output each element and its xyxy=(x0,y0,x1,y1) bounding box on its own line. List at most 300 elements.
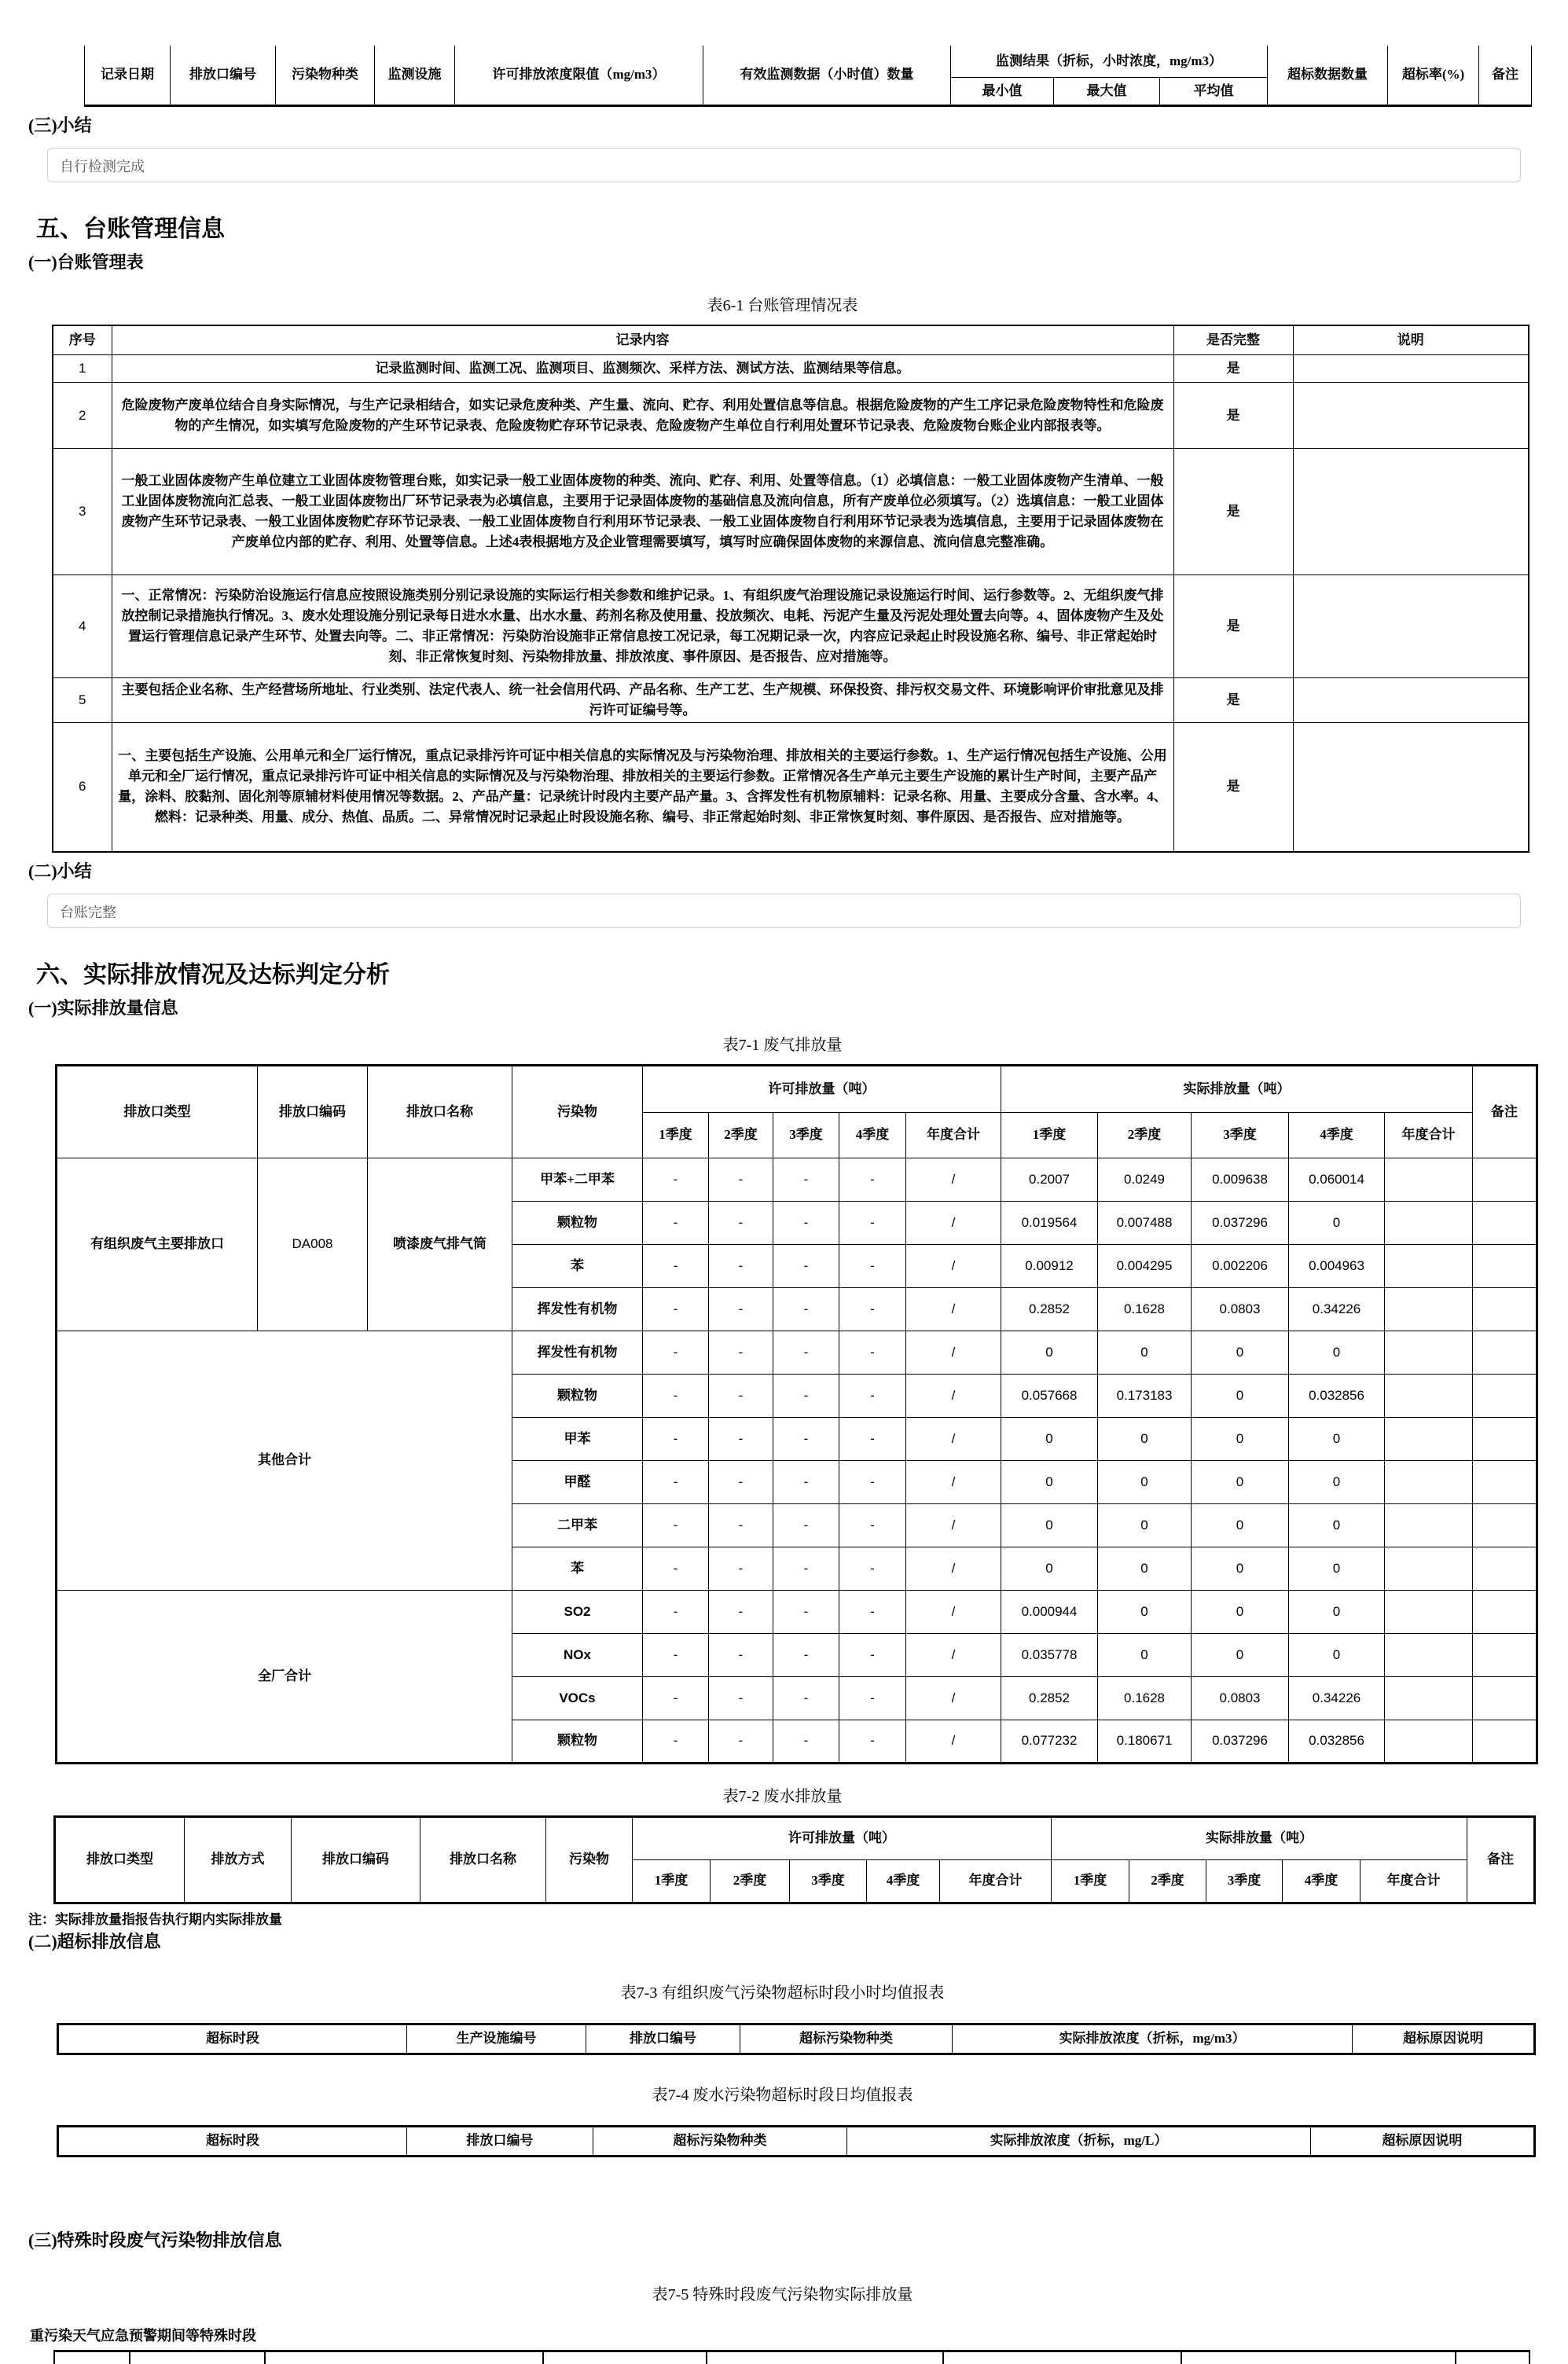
actual-year-cell xyxy=(1385,1503,1473,1547)
actual-q2-cell: 0 xyxy=(1098,1547,1192,1590)
col-header-q3: 3季度 xyxy=(773,1112,839,1158)
table-row xyxy=(53,355,1529,383)
permit-q2-cell: - xyxy=(709,1158,773,1201)
remark-cell xyxy=(1473,1244,1537,1287)
table-row xyxy=(57,1158,1537,1201)
col-header-actual-concentration: 实际排放浓度（折标，mg/L） xyxy=(847,2126,1311,2156)
table7-5-caption: 表7-5 特殊时段废气污染物实际排放量 xyxy=(652,2285,913,2303)
pollutant-cell: 苯 xyxy=(512,1547,643,1590)
actual-q3-cell: 0 xyxy=(1192,1331,1289,1374)
col-header-year-total: 年度合计 xyxy=(1385,1112,1473,1158)
remark-cell xyxy=(1473,1720,1537,1763)
seq-cell: 6 xyxy=(53,723,112,852)
actual-q1-cell: 0 xyxy=(1001,1460,1098,1503)
special-period-label: 重污染天气应急预警期间等特殊时段 xyxy=(30,2327,256,2344)
remark-cell xyxy=(1473,1158,1537,1201)
content-cell: 记录监测时间、监测工况、监测项目、监测频次、采样方法、测试方法、监测结果等信息。 xyxy=(112,355,1173,383)
col-header-remark: 备注 xyxy=(1467,1816,1535,1903)
special-period-table-stub xyxy=(53,2350,1530,2364)
outlet-type-cell: 其他合计 xyxy=(57,1331,512,1590)
permit-q4-cell: - xyxy=(839,1547,906,1590)
actual-q4-cell: 0 xyxy=(1289,1503,1385,1547)
summary3-textarea[interactable]: 自行检测完成 xyxy=(47,148,1521,182)
section5-summary-textarea[interactable]: 台账完整 xyxy=(47,894,1521,928)
stub-cell xyxy=(944,2352,1183,2364)
complete-cell: 是 xyxy=(1173,575,1293,678)
actual-q4-cell: 0.34226 xyxy=(1289,1287,1385,1331)
waste-water-emission-table xyxy=(53,1815,1536,1904)
actual-q4-cell: 0 xyxy=(1289,1417,1385,1460)
actual-q1-cell: 0.057668 xyxy=(1001,1374,1098,1417)
complete-cell: 是 xyxy=(1173,355,1293,383)
stub-cell xyxy=(544,2352,707,2364)
pollutant-cell: 二甲苯 xyxy=(512,1503,643,1547)
content-cell: 一般工业固体废物产生单位建立工业固体废物管理台账，如实记录一般工业固体废物的种类、流向、贮存、利用、处置等信息。（1）必填信息：一般工业固体废物产生清单、一般工业固体废物流向汇总表、一般工业固体废物出厂环节记录表为必填信息，主要用于记录固体废物的基础信息及流向信息，所有产废单位必须填写。（2）选填信息：一般工业固体废物产生环节记录表、一般工业固体废物贮存环节记录表、一般工业固体废物自行利用环节记录表、一般工业固体废物自行利用环节记录表为选填信息，主要用于记录固体废物在产废单位内部的贮存、利用、处置等信息。上述4表根据地方及企业管理需要填写，填写时应确保固体废物的来源信息、流向信息完整准确。 xyxy=(112,449,1173,575)
col-header-outlet-name: 排放口名称 xyxy=(368,1065,512,1158)
content-cell: 危险废物产废单位结合自身实际情况，与生产记录相结合，如实记录危废种类、产生量、流向、贮存、利用处置信息等信息。根据危险废物的产生工序记录危险废物特性和危险废物的产生情况，如实填写危险废物的产生环节记录表、危险废物贮存环节记录表、危险废物产生单位自行利用处置环节记录表、危险废物台账企业内部报表等。 xyxy=(112,383,1173,449)
permit-q2-cell: - xyxy=(709,1244,773,1287)
permit-q3-cell: - xyxy=(773,1417,839,1460)
actual-year-cell xyxy=(1385,1460,1473,1503)
actual-q3-cell: 0.002206 xyxy=(1192,1244,1289,1287)
actual-q2-cell: 0 xyxy=(1098,1417,1192,1460)
permit-q3-cell: - xyxy=(773,1287,839,1331)
stub-cell xyxy=(1182,2352,1456,2364)
stub-cell xyxy=(130,2352,266,2364)
actual-q4-cell: 0 xyxy=(1289,1201,1385,1244)
actual-q4-cell: 0 xyxy=(1289,1547,1385,1590)
table7-3-caption: 表7-3 有组织废气污染物超标时段小时均值报表 xyxy=(620,1984,945,2002)
col-header-exceed-pollutant: 超标污染物种类 xyxy=(593,2126,847,2156)
explain-cell xyxy=(1293,355,1529,383)
actual-q4-cell: 0.004963 xyxy=(1289,1244,1385,1287)
content-cell: 一、主要包括生产设施、公用单元和全厂运行情况，重点记录排污许可证中相关信息的实际情况及与污染物治理、排放相关的主要运行参数。1、生产运行情况包括生产设施、公用单元和全厂运行情况，重点记录排污许可证中相关信息的实际情况及与污染物治理、排放相关的主要运行参数。正常情况各生产单元主要生产设施的累计生产时间，主要产品产量，涂料、胶黏剂、固化剂等原辅材料使用情况等数据。2、产品产量：记录统计时段内主要产品产量。3、含挥发性有机物原辅料：记录名称、用量、主要成分含量、含水率。4、燃料：记录种类、用量、成分、热值、品质。二、异常情况时记录起止时段设施名称、编号、非正常起始时刻、非正常恢复时刻、事件原因、是否报告、应对措施等。 xyxy=(112,723,1173,852)
permit-q1-cell: - xyxy=(643,1374,709,1417)
remark-cell xyxy=(1473,1417,1537,1460)
permit-q3-cell: - xyxy=(773,1676,839,1720)
permit-q3-cell: - xyxy=(773,1633,839,1676)
permit-q2-cell: - xyxy=(709,1417,773,1460)
remark-cell xyxy=(1473,1374,1537,1417)
permit-q1-cell: - xyxy=(643,1590,709,1633)
permit-q4-cell: - xyxy=(839,1201,906,1244)
table7-1-caption: 表7-1 废气排放量 xyxy=(722,1036,843,1054)
col-header-permit-group: 许可排放量（吨） xyxy=(633,1816,1052,1859)
actual-q3-cell: 0 xyxy=(1192,1547,1289,1590)
permit-q3-cell: - xyxy=(773,1158,839,1201)
permit-q3-cell: - xyxy=(773,1590,839,1633)
section5-title: 五、台账管理信息 xyxy=(36,215,225,242)
permit-q2-cell: - xyxy=(709,1633,773,1676)
stub-cell xyxy=(266,2352,544,2364)
col-header-avg: 平均值 xyxy=(1160,77,1268,105)
actual-q1-cell: 0.2852 xyxy=(1001,1676,1098,1720)
permit-q3-cell: - xyxy=(773,1547,839,1590)
remark-cell xyxy=(1473,1633,1537,1676)
col-header-q4: 4季度 xyxy=(867,1859,940,1903)
actual-year-cell xyxy=(1385,1417,1473,1460)
col-header-q3: 3季度 xyxy=(790,1859,867,1903)
remark-cell xyxy=(1473,1460,1537,1503)
table6-1-caption: 表6-1 台账管理情况表 xyxy=(707,296,858,314)
remark-cell xyxy=(1473,1503,1537,1547)
permit-q1-cell: - xyxy=(643,1633,709,1676)
col-header-permit-group: 许可排放量（吨） xyxy=(643,1065,1001,1112)
permit-year-cell: / xyxy=(906,1676,1001,1720)
actual-q3-cell: 0.0803 xyxy=(1192,1676,1289,1720)
col-header-max: 最大值 xyxy=(1054,77,1160,105)
seq-cell: 5 xyxy=(53,678,112,723)
col-header-q2: 2季度 xyxy=(1129,1859,1206,1903)
permit-q2-cell: - xyxy=(709,1374,773,1417)
col-header-exceed-reason: 超标原因说明 xyxy=(1311,2126,1535,2156)
permit-year-cell: / xyxy=(906,1720,1001,1763)
permit-q2-cell: - xyxy=(709,1201,773,1244)
col-header-discharge-mode: 排放方式 xyxy=(185,1816,292,1903)
permit-year-cell: / xyxy=(906,1374,1001,1417)
col-header-complete: 是否完整 xyxy=(1173,325,1293,355)
pollutant-cell: 甲醛 xyxy=(512,1460,643,1503)
col-header-pollutant: 污染物 xyxy=(512,1065,643,1158)
actual-q2-cell: 0 xyxy=(1098,1633,1192,1676)
actual-q4-cell: 0.34226 xyxy=(1289,1676,1385,1720)
complete-cell: 是 xyxy=(1173,383,1293,449)
document-page xyxy=(0,46,1568,2364)
actual-q2-cell: 0.1628 xyxy=(1098,1676,1192,1720)
actual-q1-cell: 0.2852 xyxy=(1001,1287,1098,1331)
actual-q3-cell: 0 xyxy=(1192,1417,1289,1460)
col-header-exceed-rate: 超标率(%) xyxy=(1388,46,1479,105)
col-header-outlet-type: 排放口类型 xyxy=(57,1065,258,1158)
table-row xyxy=(57,1590,1537,1633)
complete-cell: 是 xyxy=(1173,678,1293,723)
permit-q2-cell: - xyxy=(709,1720,773,1763)
actual-year-cell xyxy=(1385,1720,1473,1763)
remark-cell xyxy=(1473,1331,1537,1374)
complete-cell: 是 xyxy=(1173,723,1293,852)
actual-q4-cell: 0.032856 xyxy=(1289,1720,1385,1763)
col-header-outlet-type: 排放口类型 xyxy=(55,1816,185,1903)
permit-year-cell: / xyxy=(906,1287,1001,1331)
actual-year-cell xyxy=(1385,1331,1473,1374)
remark-cell xyxy=(1473,1547,1537,1590)
permit-q1-cell: - xyxy=(643,1331,709,1374)
actual-q2-cell: 0 xyxy=(1098,1503,1192,1547)
actual-q1-cell: 0.00912 xyxy=(1001,1244,1098,1287)
permit-q2-cell: - xyxy=(709,1547,773,1590)
col-header-outlet-no: 排放口编号 xyxy=(407,2126,593,2156)
col-header-outlet-code: 排放口编码 xyxy=(258,1065,368,1158)
actual-q2-cell: 0 xyxy=(1098,1331,1192,1374)
section6-subtitle3: (三)特殊时段废气污染物排放信息 xyxy=(28,2230,282,2250)
col-header-exceed-pollutant: 超标污染物种类 xyxy=(740,2024,953,2054)
permit-year-cell: / xyxy=(906,1503,1001,1547)
table7-4-caption: 表7-4 废水污染物超标时段日均值报表 xyxy=(652,2086,913,2104)
table-row xyxy=(53,723,1529,852)
permit-q3-cell: - xyxy=(773,1460,839,1503)
permit-q3-cell: - xyxy=(773,1244,839,1287)
actual-q4-cell: 0.032856 xyxy=(1289,1374,1385,1417)
permit-q3-cell: - xyxy=(773,1331,839,1374)
pollutant-cell: 甲苯 xyxy=(512,1417,643,1460)
permit-q1-cell: - xyxy=(643,1720,709,1763)
water-exceedance-table xyxy=(57,2125,1536,2157)
col-header-actual-group: 实际排放量（吨） xyxy=(1052,1816,1467,1859)
col-header-year-total: 年度合计 xyxy=(1361,1859,1467,1903)
actual-q2-cell: 0.1628 xyxy=(1098,1287,1192,1331)
table-row xyxy=(53,383,1529,449)
pollutant-cell: 颗粒物 xyxy=(512,1374,643,1417)
permit-q1-cell: - xyxy=(643,1201,709,1244)
explain-cell xyxy=(1293,723,1529,852)
pollutant-cell: 甲苯+二甲苯 xyxy=(512,1158,643,1201)
col-header-pollutant-type: 污染物种类 xyxy=(276,46,375,105)
permit-q4-cell: - xyxy=(839,1720,906,1763)
col-header-q1: 1季度 xyxy=(1001,1112,1098,1158)
col-header-remark: 备注 xyxy=(1479,46,1532,105)
explain-cell xyxy=(1293,383,1529,449)
col-header-permit-limit: 许可排放浓度限值（mg/m3） xyxy=(455,46,703,105)
permit-q1-cell: - xyxy=(643,1547,709,1590)
permit-q2-cell: - xyxy=(709,1676,773,1720)
permit-q4-cell: - xyxy=(839,1417,906,1460)
explain-cell xyxy=(1293,575,1529,678)
col-header-q2: 2季度 xyxy=(709,1112,773,1158)
actual-q2-cell: 0.004295 xyxy=(1098,1244,1192,1287)
permit-q4-cell: - xyxy=(839,1158,906,1201)
permit-q4-cell: - xyxy=(839,1676,906,1720)
actual-q3-cell: 0.009638 xyxy=(1192,1158,1289,1201)
ledger-table xyxy=(52,325,1529,853)
pollutant-cell: 颗粒物 xyxy=(512,1201,643,1244)
col-header-q4: 4季度 xyxy=(839,1112,906,1158)
actual-q3-cell: 0.037296 xyxy=(1192,1201,1289,1244)
section6-subtitle2: (二)超标排放信息 xyxy=(28,1931,161,1951)
remark-cell xyxy=(1473,1201,1537,1244)
actual-q4-cell: 0 xyxy=(1289,1331,1385,1374)
permit-q3-cell: - xyxy=(773,1720,839,1763)
table-row xyxy=(53,678,1529,723)
actual-year-cell xyxy=(1385,1676,1473,1720)
col-header-exceed-period: 超标时段 xyxy=(58,2024,407,2054)
seq-cell: 2 xyxy=(53,383,112,449)
remark-cell xyxy=(1473,1287,1537,1331)
actual-year-cell xyxy=(1385,1547,1473,1590)
permit-year-cell: / xyxy=(906,1633,1001,1676)
actual-year-cell xyxy=(1385,1590,1473,1633)
permit-q4-cell: - xyxy=(839,1374,906,1417)
permit-q2-cell: - xyxy=(709,1331,773,1374)
section5-subtitle2: (二)小结 xyxy=(28,861,92,881)
pollutant-cell: 挥发性有机物 xyxy=(512,1331,643,1374)
col-header-pollutant: 污染物 xyxy=(546,1816,633,1903)
stub-cell xyxy=(707,2352,944,2364)
stub-cell xyxy=(55,2352,130,2364)
actual-q2-cell: 0.0249 xyxy=(1098,1158,1192,1201)
content-cell: 主要包括企业名称、生产经营场所地址、行业类别、法定代表人、统一社会信用代码、产品名称、生产工艺、生产规模、环保投资、排污权交易文件、环境影响评价审批意见及排污许可证编号等。 xyxy=(112,678,1173,723)
seq-cell: 3 xyxy=(53,449,112,575)
pollutant-cell: 挥发性有机物 xyxy=(512,1287,643,1331)
permit-q3-cell: - xyxy=(773,1374,839,1417)
outlet-code-cell: DA008 xyxy=(258,1158,368,1331)
col-header-exceed-reason: 超标原因说明 xyxy=(1353,2024,1535,2054)
actual-q3-cell: 0 xyxy=(1192,1460,1289,1503)
actual-q2-cell: 0 xyxy=(1098,1460,1192,1503)
stub-cell xyxy=(1456,2352,1530,2364)
actual-year-cell xyxy=(1385,1287,1473,1331)
outlet-type-cell: 有组织废气主要排放口 xyxy=(57,1158,258,1331)
permit-year-cell: / xyxy=(906,1331,1001,1374)
waste-gas-emission-table xyxy=(55,1064,1538,1764)
pollutant-cell: NOx xyxy=(512,1633,643,1676)
remark-cell xyxy=(1473,1590,1537,1633)
col-header-record-content: 记录内容 xyxy=(112,325,1173,355)
col-header-q1: 1季度 xyxy=(1052,1859,1129,1903)
actual-q1-cell: 0.000944 xyxy=(1001,1590,1098,1633)
pollutant-cell: 苯 xyxy=(512,1244,643,1287)
col-header-q4: 4季度 xyxy=(1283,1859,1361,1903)
permit-q1-cell: - xyxy=(643,1287,709,1331)
remark-cell xyxy=(1473,1676,1537,1720)
col-header-q3: 3季度 xyxy=(1206,1859,1283,1903)
col-header-q2: 2季度 xyxy=(711,1859,790,1903)
col-header-outlet-no: 排放口编号 xyxy=(171,46,276,105)
pollutant-cell: 颗粒物 xyxy=(512,1720,643,1763)
permit-year-cell: / xyxy=(906,1201,1001,1244)
col-header-facility-no: 生产设施编号 xyxy=(407,2024,586,2054)
actual-q3-cell: 0 xyxy=(1192,1503,1289,1547)
actual-q2-cell: 0.007488 xyxy=(1098,1201,1192,1244)
actual-q1-cell: 0 xyxy=(1001,1331,1098,1374)
col-header-monitor-facility: 监测设施 xyxy=(375,46,455,105)
col-header-outlet-no: 排放口编号 xyxy=(586,2024,740,2054)
permit-q3-cell: - xyxy=(773,1201,839,1244)
permit-q2-cell: - xyxy=(709,1287,773,1331)
actual-q3-cell: 0 xyxy=(1192,1590,1289,1633)
permit-year-cell: / xyxy=(906,1417,1001,1460)
pollutant-cell: SO2 xyxy=(512,1590,643,1633)
outlet-type-cell: 全厂合计 xyxy=(57,1590,512,1763)
actual-year-cell xyxy=(1385,1244,1473,1287)
col-header-exceed-count: 超标数据数量 xyxy=(1268,46,1388,105)
summary3-heading: (三)小结 xyxy=(28,115,92,135)
permit-year-cell: / xyxy=(906,1244,1001,1287)
col-header-q1: 1季度 xyxy=(643,1112,709,1158)
permit-q3-cell: - xyxy=(773,1503,839,1547)
permit-q4-cell: - xyxy=(839,1460,906,1503)
permit-q1-cell: - xyxy=(643,1676,709,1720)
monitoring-result-table xyxy=(84,46,1532,107)
actual-year-cell xyxy=(1385,1374,1473,1417)
col-header-actual-group: 实际排放量（吨） xyxy=(1001,1065,1473,1112)
seq-cell: 4 xyxy=(53,575,112,678)
permit-q1-cell: - xyxy=(643,1503,709,1547)
col-header-q4: 4季度 xyxy=(1289,1112,1385,1158)
col-header-year-total: 年度合计 xyxy=(906,1112,1001,1158)
col-header-seq: 序号 xyxy=(53,325,112,355)
actual-q3-cell: 0.037296 xyxy=(1192,1720,1289,1763)
col-header-q1: 1季度 xyxy=(633,1859,711,1903)
permit-year-cell: / xyxy=(906,1158,1001,1201)
permit-q2-cell: - xyxy=(709,1590,773,1633)
permit-q1-cell: - xyxy=(643,1158,709,1201)
complete-cell: 是 xyxy=(1173,449,1293,575)
pollutant-cell: VOCs xyxy=(512,1676,643,1720)
col-header-remark: 备注 xyxy=(1473,1065,1537,1158)
actual-year-cell xyxy=(1385,1201,1473,1244)
permit-q4-cell: - xyxy=(839,1244,906,1287)
permit-q1-cell: - xyxy=(643,1460,709,1503)
col-header-record-date: 记录日期 xyxy=(85,46,171,105)
actual-q1-cell: 0.077232 xyxy=(1001,1720,1098,1763)
actual-q4-cell: 0 xyxy=(1289,1460,1385,1503)
outlet-name-cell: 喷漆废气排气筒 xyxy=(368,1158,512,1331)
col-header-min: 最小值 xyxy=(951,77,1054,105)
permit-q1-cell: - xyxy=(643,1244,709,1287)
actual-q4-cell: 0 xyxy=(1289,1633,1385,1676)
table-row xyxy=(53,449,1529,575)
col-header-q2: 2季度 xyxy=(1098,1112,1192,1158)
permit-q4-cell: - xyxy=(839,1633,906,1676)
table-row xyxy=(53,575,1529,678)
permit-year-cell: / xyxy=(906,1590,1001,1633)
col-header-outlet-name: 排放口名称 xyxy=(420,1816,546,1903)
permit-q4-cell: - xyxy=(839,1287,906,1331)
actual-q3-cell: 0 xyxy=(1192,1374,1289,1417)
actual-year-cell xyxy=(1385,1158,1473,1201)
table7-2-caption: 表7-2 废水排放量 xyxy=(722,1787,843,1805)
actual-q1-cell: 0.019564 xyxy=(1001,1201,1098,1244)
explain-cell xyxy=(1293,678,1529,723)
col-header-exceed-period: 超标时段 xyxy=(58,2126,407,2156)
actual-year-cell xyxy=(1385,1633,1473,1676)
permit-q4-cell: - xyxy=(839,1331,906,1374)
col-header-year-total: 年度合计 xyxy=(940,1859,1052,1903)
gas-exceedance-table xyxy=(57,2023,1536,2055)
actual-q1-cell: 0.2007 xyxy=(1001,1158,1098,1201)
actual-q3-cell: 0.0803 xyxy=(1192,1287,1289,1331)
permit-q2-cell: - xyxy=(709,1503,773,1547)
actual-q3-cell: 0 xyxy=(1192,1633,1289,1676)
actual-q2-cell: 0.173183 xyxy=(1098,1374,1192,1417)
seq-cell: 1 xyxy=(53,355,112,383)
table-row xyxy=(57,1331,1537,1374)
actual-q1-cell: 0.035778 xyxy=(1001,1633,1098,1676)
actual-q2-cell: 0 xyxy=(1098,1590,1192,1633)
actual-q2-cell: 0.180671 xyxy=(1098,1720,1192,1763)
explain-cell xyxy=(1293,449,1529,575)
permit-q2-cell: - xyxy=(709,1460,773,1503)
actual-q4-cell: 0.060014 xyxy=(1289,1158,1385,1201)
permit-q4-cell: - xyxy=(839,1590,906,1633)
actual-q1-cell: 0 xyxy=(1001,1547,1098,1590)
permit-year-cell: / xyxy=(906,1460,1001,1503)
permit-q4-cell: - xyxy=(839,1503,906,1547)
table7-2-footnote: 注：实际排放量指报告执行期内实际排放量 xyxy=(28,1911,282,1927)
actual-q1-cell: 0 xyxy=(1001,1417,1098,1460)
col-header-outlet-code: 排放口编码 xyxy=(292,1816,420,1903)
section6-title: 六、实际排放情况及达标判定分析 xyxy=(36,961,390,988)
section5-subtitle1: (一)台账管理表 xyxy=(28,251,144,272)
actual-q4-cell: 0 xyxy=(1289,1590,1385,1633)
col-header-q3: 3季度 xyxy=(1192,1112,1289,1158)
permit-q1-cell: - xyxy=(643,1417,709,1460)
col-header-valid-data-count: 有效监测数据（小时值）数量 xyxy=(703,46,951,105)
col-header-monitor-result-group: 监测结果（折标，小时浓度，mg/m3） xyxy=(951,46,1268,77)
content-cell: 一、正常情况：污染防治设施运行信息应按照设施类别分别记录设施的实际运行相关参数和维护记录。1、有组织废气治理设施记录设施运行时间、运行参数等。2、无组织废气排放控制记录措施执行情况。3、废水处理设施分别记录每日进水水量、出水水量、药剂名称及使用量、投放频次、电耗、污泥产生量及污泥处理处置去向等。4、固体废物产生及处置运行管理信息记录产生环节、处置去向等。二、非正常情况：污染防治设施非正常信息按工况记录，每工况期记录一次，内容应记录起止时段设施名称、编号、非正常起始时刻、非正常恢复时刻、污染物排放量、排放浓度、事件原因、是否报告、应对措施等。 xyxy=(112,575,1173,678)
section6-subtitle1: (一)实际排放量信息 xyxy=(28,997,178,1018)
actual-q1-cell: 0 xyxy=(1001,1503,1098,1547)
